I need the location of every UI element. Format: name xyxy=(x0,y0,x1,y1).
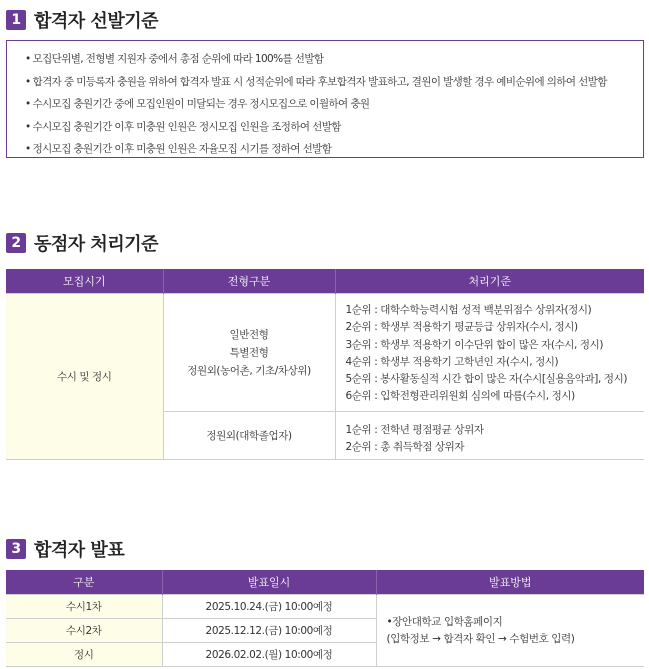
section-title-selection xyxy=(6,7,158,33)
section-title-tiebreak xyxy=(6,230,158,256)
method-line: (입학정보 → 합격자 확인 → 수험번호 입력) xyxy=(386,632,575,645)
category-cell: 수시2차 xyxy=(6,619,162,643)
rule-line: 1순위 : 대학수학능력시험 성적 백분위점수 상위자(정시) xyxy=(345,304,592,316)
tiebreak-table xyxy=(6,269,644,460)
table-row xyxy=(6,294,644,412)
rule-line: 4순위 : 학생부 적용학기 고학년인 자(수시, 정시) xyxy=(345,355,559,368)
section-heading: 합격자 발표 xyxy=(34,540,125,561)
column-header: 처리기준 xyxy=(335,269,644,294)
rule-line: 6순위 : 입학전형관리위원회 심의에 따름(수시, 정시) xyxy=(345,390,575,403)
section-title-announcement xyxy=(6,536,124,562)
rules-cell xyxy=(335,412,644,460)
section-number-badge: 1 xyxy=(6,10,26,30)
column-header: 구분 xyxy=(6,570,162,595)
category-cell: 정시 xyxy=(6,643,162,667)
method-line: •장안대학교 입학홈페이지 xyxy=(386,615,503,628)
rule-line: 1순위 : 전학년 평점평균 상위자 xyxy=(345,424,484,436)
category-cell: 수시1차 xyxy=(6,595,162,619)
type-line: 정원외(대학졸업자) xyxy=(206,429,292,442)
criteria-item: • 수시모집 충원기간 이후 미충원 인원은 정시모집 인원을 조정하여 선발함 xyxy=(25,116,627,139)
rule-line: 2순위 : 학생부 적용학기 평균등급 상위자(수시, 정시) xyxy=(345,321,578,334)
criteria-item: • 모집단위별, 전형별 지원자 중에서 총점 순위에 따라 100%를 선발함 xyxy=(25,48,627,71)
type-cell xyxy=(163,294,335,412)
column-header: 모집시기 xyxy=(6,269,163,294)
criteria-item: • 수시모집 충원기간 중에 모집인원이 미달되는 경우 정시모집으로 이월하여 충원 xyxy=(25,93,627,116)
criteria-item: • 합격자 중 미등록자 충원을 위하여 합격자 발표 시 성적순위에 따라 후보합격자 발표하고, 결원이 발생할 경우 예비순위에 의하여 선발함 xyxy=(25,71,627,94)
table-header-row xyxy=(6,269,644,294)
method-cell xyxy=(376,595,644,667)
type-line: 정원외(농어촌, 기초/차상위) xyxy=(187,364,311,377)
table-row xyxy=(6,595,644,619)
column-header: 발표방법 xyxy=(376,570,644,595)
column-header: 전형구분 xyxy=(163,269,335,294)
section-number-badge: 2 xyxy=(6,233,26,253)
datetime-cell: 2025.12.12.(금) 10:00예정 xyxy=(162,619,376,643)
type-cell xyxy=(163,412,335,460)
announcement-table xyxy=(6,570,644,667)
selection-criteria-list xyxy=(25,48,627,161)
rule-line: 5순위 : 봉사활동실적 시간 합이 많은 자(수시[실용음악과], 정시) xyxy=(345,373,628,386)
datetime-cell: 2026.02.02.(월) 10:00예정 xyxy=(162,643,376,667)
selection-criteria-box xyxy=(6,40,644,158)
type-line: 일반전형 xyxy=(229,328,269,341)
rules-cell xyxy=(335,294,644,412)
column-header: 발표일시 xyxy=(162,570,376,595)
section-heading: 동점자 처리기준 xyxy=(34,234,158,255)
section-number-badge: 3 xyxy=(6,539,26,559)
datetime-cell: 2025.10.24.(금) 10:00예정 xyxy=(162,595,376,619)
criteria-item: • 정시모집 충원기간 이후 미충원 인원은 자율모집 시기를 정하여 선발함 xyxy=(25,138,627,161)
rule-line: 2순위 : 총 취득학점 상위자 xyxy=(345,441,465,454)
rule-line: 3순위 : 학생부 적용학기 이수단위 합이 많은 자(수시, 정시) xyxy=(345,338,604,351)
type-line: 특별전형 xyxy=(229,346,269,359)
section-heading: 합격자 선발기준 xyxy=(34,11,158,32)
period-cell: 수시 및 정시 xyxy=(6,294,163,460)
table-header-row xyxy=(6,570,644,595)
